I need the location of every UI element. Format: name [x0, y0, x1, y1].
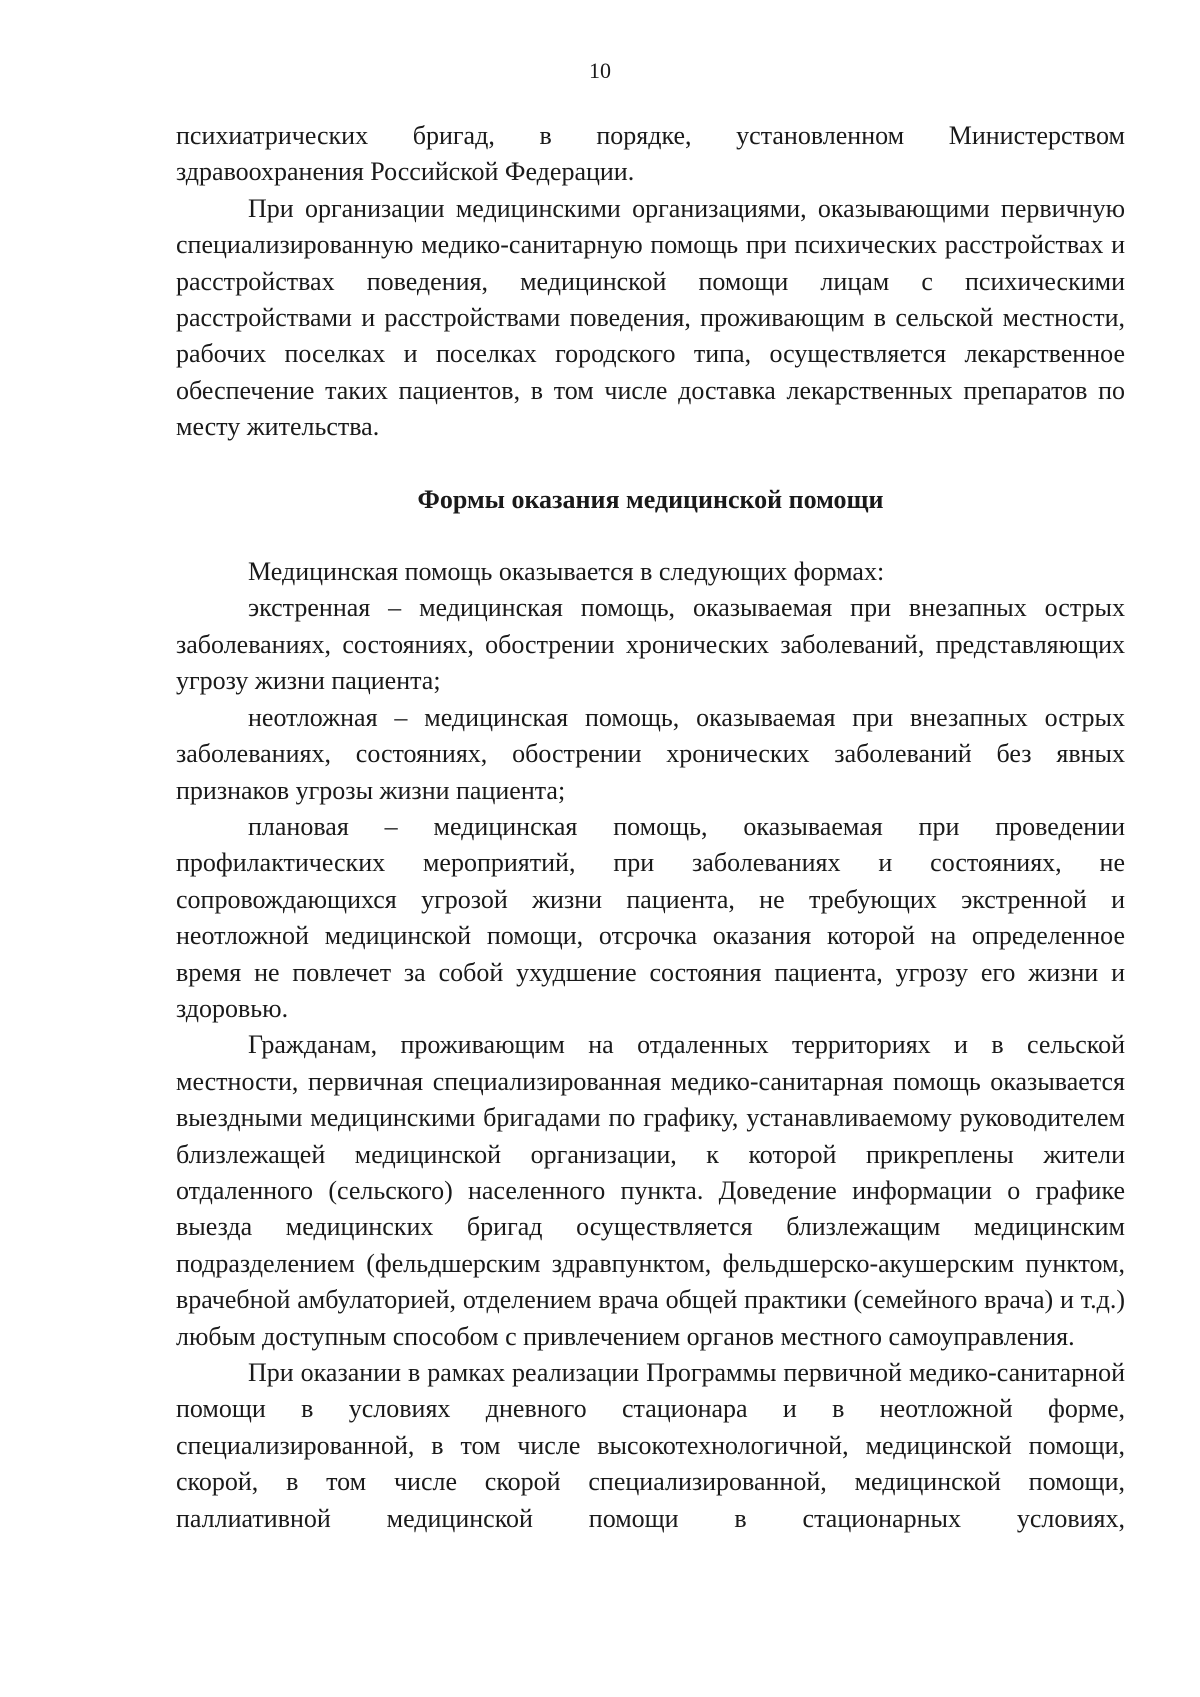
- paragraph-forms-intro: Медицинская помощь оказывается в следующих формах:: [248, 557, 885, 587]
- paragraph-remote-territories: Гражданам, проживающим на отдаленных территориях и в сельской местности, первичная специализированная медико-санитарная помощь оказывается выездными медицинскими бригадами по графику, устанавливаемому руководителем близлежащей медицинской организации, к которой прикреплены жители отдаленного (сельского) населенного пункта. Доведение информации о графике выезда медицинских бригад осуществляется близлежащим медицинским подразделением (фельдшерским здравпунктом, фельдшерско-акушерским пунктом, врачебной амбулаторией, отделением врача общей практики (семейного врача) и т.д.) любым доступным способом с привлечением органов местного самоуправления.: [176, 1030, 1125, 1351]
- document-body: [176, 118, 1125, 1537]
- paragraph-planned-form: плановая – медицинская помощь, оказываемая при проведении профилактических мероприятий, при заболеваниях и состояниях, не сопровождающихся угрозой жизни пациента, не требующих экстренной и неотложной медицинской помощи, отсрочка оказания которой на определенное время не повлечет за собой ухудшение состояния пациента, угрозу его жизни и здоровью.: [176, 811, 1125, 1023]
- paragraph-program-provision: При оказании в рамках реализации Программы первичной медико-санитарной помощи в условиях дневного стационара и в неотложной форме, специализированной, в том числе высокотехнологичной, медицинской помощи, скорой, в том числе скорой специализированной, медицинской помощи, паллиативной медицинской помощи в стационарных условиях,: [176, 1358, 1125, 1533]
- paragraph-continuation: психиатрических бригад, в порядке, установленном Министерством здравоохранения Российской Федерации.: [176, 121, 1125, 187]
- paragraph-urgent-form: неотложная – медицинская помощь, оказываемая при внезапных острых заболеваниях, состояниях, обострении хронических заболеваний без явных признаков угрозы жизни пациента;: [176, 702, 1125, 805]
- paragraph-emergency-form: экстренная – медицинская помощь, оказываемая при внезапных острых заболеваниях, состояниях, обострении хронических заболеваний, представляющих угрозу жизни пациента;: [176, 593, 1125, 696]
- paragraph-psychiatric-care: При организации медицинскими организациями, оказывающими первичную специализированную медико-санитарную помощь при психических расстройствах и расстройствах поведения, медицинской помощи лицам с психическими расстройствами и расстройствами поведения, проживающим в сельской местности, рабочих поселках и поселках городского типа, осуществляется лекарственное обеспечение таких пациентов, в том числе доставка лекарственных препаратов по месту жительства.: [176, 193, 1125, 442]
- section-heading: Формы оказания медицинской помощи: [417, 484, 884, 514]
- page-number: 10: [589, 58, 611, 83]
